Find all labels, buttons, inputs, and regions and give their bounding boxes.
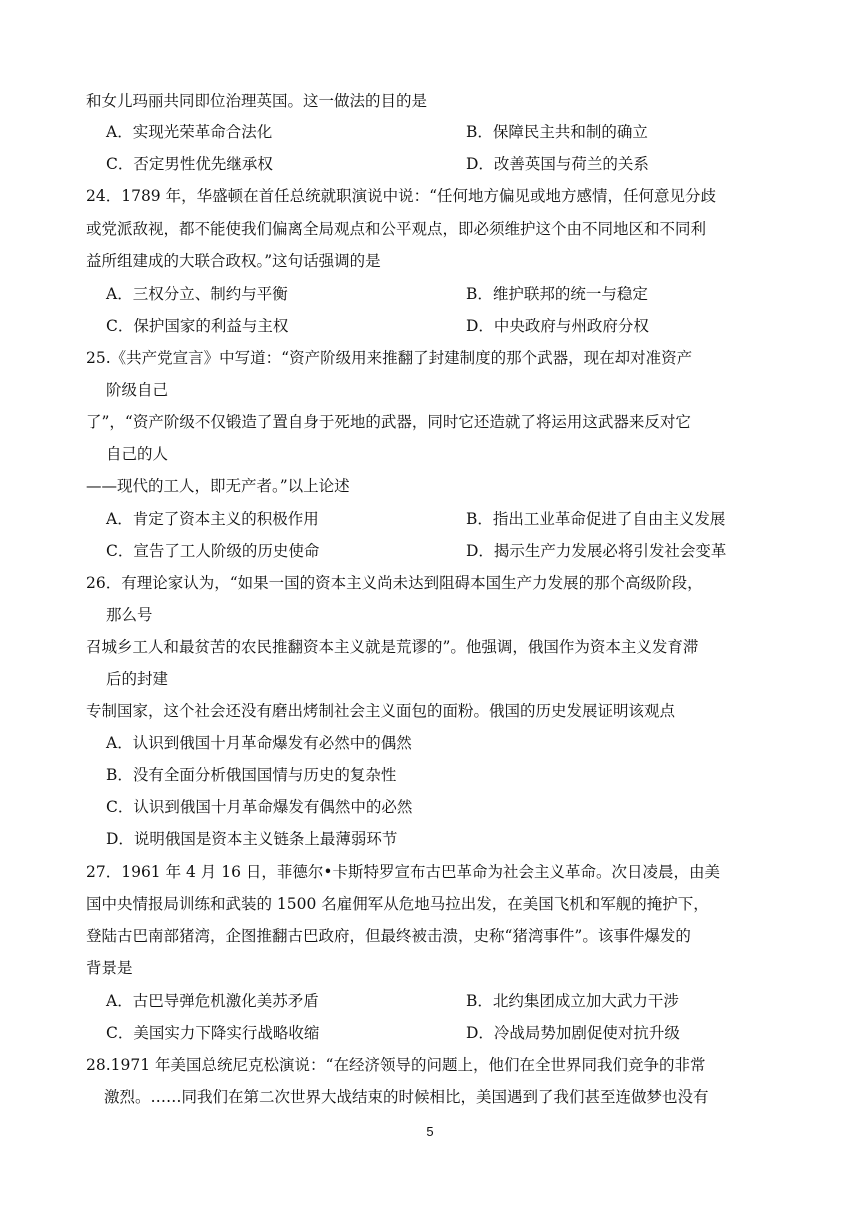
q25-stem-line-5: ——现代的工人，即无产者。”以上论述	[86, 477, 350, 495]
q24-option-a: A．三权分立、制约与平衡	[106, 285, 288, 303]
q26-stem-line-3: 召城乡工人和最贫苦的农民推翻资本主义就是荒谬的”。他强调，俄国作为资本主义发育滞	[86, 638, 699, 656]
q25-option-c: C．宣告了工人阶级的历史使命	[106, 542, 320, 560]
q25-stem-line-1: 25.《共产党宣言》中写道：“资产阶级用来推翻了封建制度的那个武器，现在却对准资产	[86, 349, 693, 367]
q28-stem-line-2: 激烈。……同我们在第二次世界大战结束的时候相比，美国遇到了我们甚至连做梦也没有	[104, 1088, 709, 1106]
q27-option-c: C．美国实力下降实行战略收缩	[106, 1024, 320, 1042]
q25-option-d: D．揭示生产力发展必将引发社会变革	[466, 542, 727, 560]
q26-stem-line-5: 专制国家，这个社会还没有磨出烤制社会主义面包的面粉。俄国的历史发展证明该观点	[86, 702, 676, 720]
q27-option-a: A．古巴导弹危机激化美苏矛盾	[106, 992, 319, 1010]
q23-option-d: D．改善英国与荷兰的关系	[466, 155, 649, 173]
q25-stem-line-2: 阶级自己	[106, 381, 169, 399]
q25-option-a: A．肯定了资本主义的积极作用	[106, 510, 319, 528]
q27-stem-line-1: 27．1961 年 4 月 16 日，菲德尔•卡斯特罗宣布古巴革命为社会主义革命。次日凌晨，由美	[86, 863, 721, 881]
q24-option-b: B．维护联邦的统一与稳定	[466, 285, 648, 303]
q26-stem-line-4: 后的封建	[106, 670, 169, 688]
q26-stem-line-2: 那么号	[106, 606, 153, 624]
q26-option-d: D．说明俄国是资本主义链条上最薄弱环节	[106, 830, 398, 848]
q25-stem-line-3: 了”，“资产阶级不仅锻造了置自身于死地的武器，同时它还造就了将运用这武器来反对它	[86, 413, 691, 431]
q23-option-c: C．否定男性优先继承权	[106, 155, 273, 173]
q27-option-b: B．北约集团成立加大武力干涉	[466, 992, 679, 1010]
q26-option-c: C．认识到俄国十月革命爆发有偶然中的必然	[106, 798, 413, 816]
q24-option-c: C．保护国家的利益与主权	[106, 317, 289, 335]
q26-stem-line-1: 26．有理论家认为，“如果一国的资本主义尚未达到阻碍本国生产力发展的那个高级阶段，	[86, 574, 703, 592]
q27-stem-line-3: 登陆古巴南部猪湾，企图推翻古巴政府，但最终被击溃，史称“猪湾事件”。该事件爆发的	[86, 927, 691, 945]
q27-stem-line-4: 背景是	[86, 959, 133, 977]
q23-stem-continued: 和女儿玛丽共同即位治理英国。这一做法的目的是	[86, 92, 428, 110]
q26-option-b: B．没有全面分析俄国国情与历史的复杂性	[106, 766, 397, 784]
q27-stem-line-2: 国中央情报局训练和武装的 1500 名雇佣军从危地马拉出发，在美国飞机和军舰的掩护下，	[86, 895, 709, 913]
q24-stem-line-2: 或党派敌视，都不能使我们偏离全局观点和公平观点，即必须维护这个由不同地区和不同利	[86, 220, 707, 238]
q23-option-a: A．实现光荣革命合法化	[106, 123, 273, 141]
q24-stem-line-1: 24．1789 年，华盛顿在首任总统就职演说中说：“任何地方偏见或地方感情，任何意见分歧	[86, 187, 717, 205]
page-number: 5	[426, 1124, 434, 1139]
q25-option-b: B．指出工业革命促进了自由主义发展	[466, 510, 726, 528]
q25-stem-line-4: 自己的人	[106, 445, 169, 463]
q24-stem-line-3: 益所组建成的大联合政权。”这句话强调的是	[86, 252, 381, 270]
q26-option-a: A．认识到俄国十月革命爆发有必然中的偶然	[106, 734, 412, 752]
q27-option-d: D．冷战局势加剧促使对抗升级	[466, 1024, 680, 1042]
q24-option-d: D．中央政府与州政府分权	[466, 317, 649, 335]
q28-stem-line-1: 28.1971 年美国总统尼克松演说：“在经济领导的问题上，他们在全世界同我们竞争的非常	[86, 1056, 706, 1074]
q23-option-b: B．保障民主共和制的确立	[466, 123, 648, 141]
